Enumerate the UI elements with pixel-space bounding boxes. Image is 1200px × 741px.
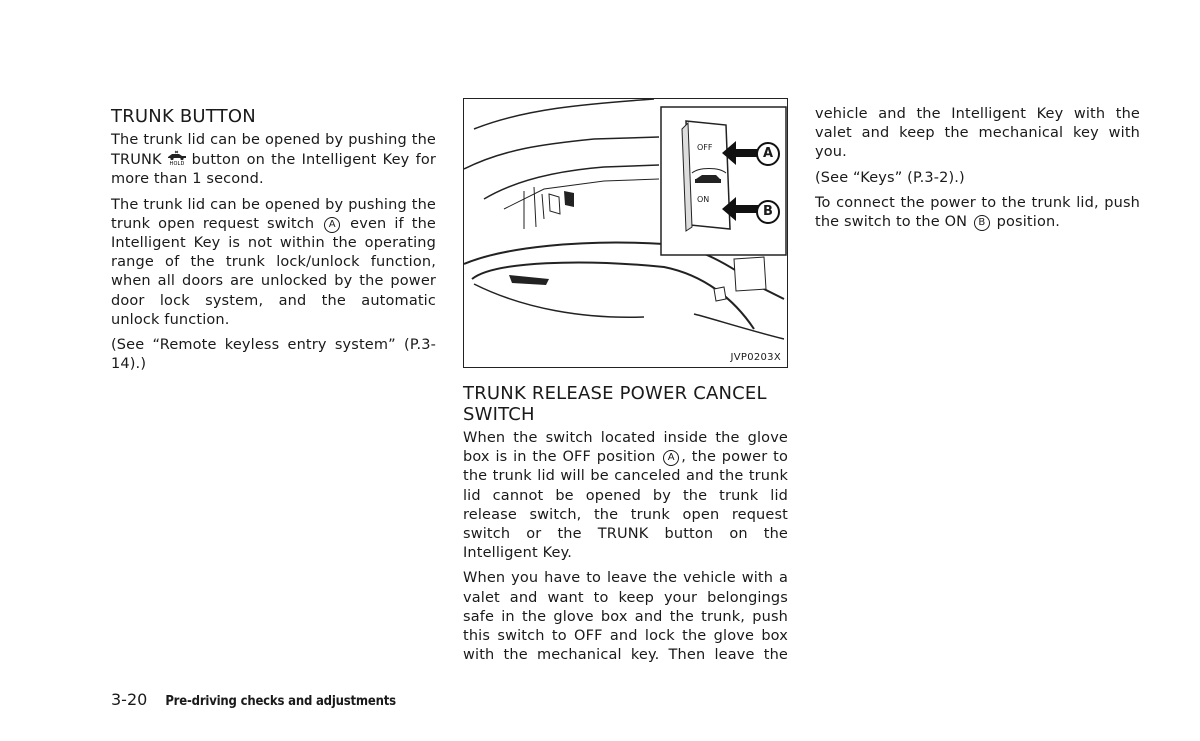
p3-text-b: position. (996, 214, 1061, 231)
marker-a: A (324, 217, 340, 233)
paragraph-trunk-button-1 (111, 131, 436, 190)
paragraph-continued-1: vehicle and the Intelligent Key with the valet and keep the mechanical key with you. (815, 106, 1140, 161)
paragraph-trunk-button-3: (See “Remote keyless entry system” (P.3-14).) (111, 337, 436, 373)
hold-icon-text: HOLD (169, 161, 185, 167)
figure-glove-box-switch (463, 98, 788, 368)
column-middle (463, 383, 788, 671)
page-footer (111, 690, 396, 709)
heading-trunk-release-power-cancel: TRUNK RELEASE POWER CANCEL SWITCH (463, 383, 767, 425)
figure-label: JVP0203X (730, 352, 781, 363)
section-title: Pre-driving checks and adjustments (165, 694, 396, 709)
column-right (815, 105, 1140, 238)
paragraph-cancel-switch-1 (463, 429, 788, 563)
p1-text-b: , the power to the trunk lid will be canceled and the trunk lid cannot be opened by the trunk lid release switch, the trunk open request switch or the TRUNK button on the Intelligent Key. (463, 449, 789, 562)
callout-b: B (756, 200, 780, 224)
paragraph-continued-3 (815, 194, 1140, 232)
switch-on-label: ON (697, 195, 710, 204)
trunk-hold-icon (166, 150, 188, 166)
marker-b: B (974, 215, 990, 231)
callout-a: A (756, 142, 780, 166)
p3-text-a: To connect the power to the trunk lid, push the switch to the ON (815, 194, 1140, 231)
page-number: 3-20 (111, 690, 148, 709)
marker-a: A (663, 450, 679, 466)
paragraph-continued-2: (See “Keys” (P.3-2).) (815, 169, 965, 186)
p1-text-a: The trunk lid can be opened by pushing the TRUNK (111, 132, 436, 169)
glove-box-illustration (464, 99, 787, 367)
p1-text-b: button on the Intelligent Key for more than 1 second. (111, 152, 436, 188)
heading-trunk-button: TRUNK BUTTON (111, 106, 256, 127)
column-left (111, 106, 436, 380)
p1-text-a: When the switch located inside the glove box is in the OFF position (463, 430, 788, 466)
p2-text-a: The trunk lid can be opened by pushing the trunk open request switch (111, 196, 436, 232)
paragraph-cancel-switch-2: When you have to leave the vehicle with a valet and want to keep your belongings safe in the glove box and the trunk, push this switch to OFF and lock the glove box with the mechanical key. Then leave the (463, 570, 788, 664)
switch-off-label: OFF (697, 143, 713, 152)
paragraph-trunk-button-2 (111, 196, 436, 330)
p2-text-b: even if the Intelligent Key is not within the operating range of the trunk lock/unlock function, when all doors are unlocked by the power door lock system, and the automatic unlock function. (111, 215, 436, 328)
